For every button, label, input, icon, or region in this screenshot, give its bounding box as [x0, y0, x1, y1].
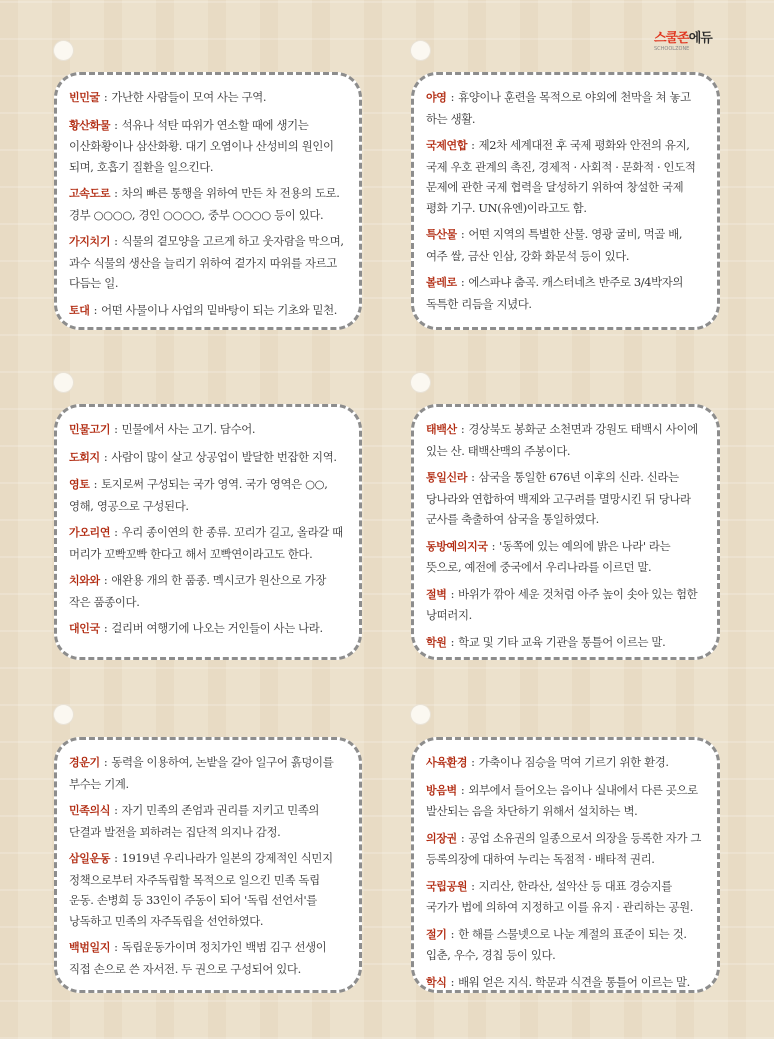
- vocab-term: 경운기: [69, 756, 100, 769]
- vocab-term: 통일신라: [426, 471, 468, 484]
- separator-colon: :: [471, 470, 475, 484]
- vocab-definition: 차의 빠른 통행을 위하여 만든 차 전용의 도로. 경부 ○○○○, 경인 ○○○○, 중부 ○○○○ 등이 있다.: [69, 186, 340, 222]
- binder-hole: [53, 40, 74, 61]
- vocab-term: 가오리연: [69, 526, 111, 539]
- separator-colon: :: [93, 477, 98, 491]
- vocab-definition: 걸리버 여행기에 나오는 거인들이 사는 나라.: [111, 621, 323, 635]
- separator-colon: :: [103, 755, 108, 769]
- vocab-term: 의장권: [426, 831, 457, 845]
- vocab-term: 영토: [69, 478, 90, 491]
- binder-hole: [53, 704, 74, 725]
- vocab-definition: 애완용 개의 한 품종. 멕시코가 원산으로 가장 작은 품종이다.: [69, 573, 326, 609]
- vocab-definition: 토지로써 구성되는 국가 영역. 국가 영역은 ○○, 영해, 영공으로 구성된다.: [69, 477, 328, 513]
- vocab-entry: [426, 584, 705, 626]
- vocab-term: 학식: [426, 975, 447, 989]
- vocab-definition: 가난한 사람들이 모여 사는 구역.: [111, 90, 267, 104]
- vocab-definition: 어떤 지역의 특별한 산물. 영광 굴비, 먹골 배, 여주 쌀, 금산 인삼, 강화 화문석 등이 있다.: [426, 227, 683, 263]
- vocab-entry: [426, 419, 705, 461]
- binder-hole: [53, 372, 74, 393]
- separator-colon: :: [450, 634, 455, 649]
- vocab-entry: [69, 522, 347, 564]
- vocab-term: 동방예의지국: [426, 539, 488, 553]
- vocab-definition: 동력을 이용하여, 논밭을 갈아 일구어 흙덩이를 부수는 기계.: [69, 755, 334, 791]
- vocab-term: 고속도로: [69, 187, 111, 200]
- vocab-term: 민족의식: [69, 804, 111, 817]
- vocab-definition: 가축이나 짐승을 먹여 기르기 위한 환경.: [478, 755, 669, 769]
- vocab-entry: [69, 447, 347, 469]
- vocab-entry: [69, 752, 347, 794]
- vocab-definition: 우리 종이연의 한 종류. 꼬리가 길고, 올라갈 때 머리가 꼬빡꼬빡 한다고 해서 꼬빡연이라고도 한다.: [69, 525, 343, 561]
- separator-colon: :: [103, 90, 108, 104]
- vocab-term: 국제연합: [426, 139, 468, 152]
- vocab-entry: [69, 800, 347, 842]
- vocab-term: 특산물: [426, 228, 457, 241]
- separator-colon: :: [460, 227, 465, 241]
- vocab-definition: 사람이 많이 살고 상공업이 발달한 번잡한 지역.: [111, 449, 337, 464]
- vocab-definition: 자기 민족의 존엄과 권리를 지키고 민족의 단결과 발전을 꾀하려는 집단적 의지나 감정.: [69, 803, 320, 839]
- separator-colon: :: [103, 449, 108, 464]
- separator-colon: :: [93, 302, 98, 317]
- vocab-term: 도회지: [69, 450, 100, 464]
- vocab-entry: [69, 115, 347, 178]
- vocab-entry: [69, 570, 347, 612]
- vocab-definition: 에스파냐 춤곡. 캐스터네츠 반주로 3/4박자의 독특한 리듬을 지녔다.: [426, 275, 684, 311]
- separator-colon: :: [114, 803, 118, 817]
- logo-text-2: 에듀: [688, 31, 712, 46]
- vocab-entry: [426, 780, 705, 822]
- separator-colon: :: [491, 538, 496, 553]
- vocab-card: [411, 72, 720, 330]
- separator-colon: :: [460, 275, 465, 289]
- vocab-card: [411, 404, 720, 660]
- separator-colon: :: [114, 234, 118, 248]
- vocab-definition: 지리산, 한라산, 설악산 등 대표 경승지를 국가가 법에 의하여 지정하고 이를 유지 · 관리하는 공원.: [426, 878, 694, 914]
- vocab-definition: 민물에서 사는 고기. 담수어.: [121, 422, 256, 436]
- vocab-card: [411, 737, 720, 993]
- vocab-term: 절기: [426, 927, 447, 941]
- vocab-term: 토대: [69, 303, 90, 317]
- separator-colon: :: [450, 90, 455, 104]
- vocab-definition: 1919년 우리나라가 일본의 강제적인 식민지 정책으로부터 자주독립할 목적으로 일으킨 민족 독립 운동. 손병희 등 33인이 주동이 되어 '독립 선언서'를 낭독하고 민족의 자주독립을 선언하였다.: [69, 851, 333, 928]
- vocab-term: 삼일운동: [69, 852, 111, 865]
- vocab-entry: [426, 467, 705, 530]
- vocab-card: [54, 404, 362, 660]
- vocab-term: 방음벽: [426, 783, 457, 797]
- vocab-entry: [69, 618, 347, 640]
- vocab-definition: 휴양이나 훈련을 목적으로 야외에 천막을 쳐 놓고 하는 생활.: [426, 90, 691, 126]
- vocab-term: 볼레로: [426, 276, 457, 289]
- separator-colon: :: [114, 851, 118, 865]
- separator-colon: :: [471, 138, 475, 152]
- separator-colon: :: [460, 422, 465, 436]
- vocab-definition: 학교 및 기타 교육 기관을 통틀어 이르는 말.: [458, 634, 666, 649]
- binder-hole: [410, 704, 431, 725]
- separator-colon: :: [114, 422, 118, 436]
- vocab-term: 황산화물: [69, 118, 111, 132]
- binder-hole: [410, 40, 431, 61]
- vocab-entry: [69, 231, 347, 294]
- separator-colon: :: [450, 926, 455, 941]
- vocab-entry: [426, 272, 705, 314]
- binder-hole: [410, 372, 431, 393]
- vocab-term: 빈민굴: [69, 91, 100, 104]
- logo-text-1: 스쿨존: [654, 31, 689, 46]
- separator-colon: :: [460, 782, 465, 797]
- separator-colon: :: [114, 186, 118, 200]
- vocab-definition: 바위가 깎아 세운 것처럼 아주 높이 솟아 있는 험한 낭떠러지.: [426, 586, 698, 622]
- separator-colon: :: [460, 830, 465, 845]
- separator-colon: :: [450, 586, 455, 601]
- vocab-definition: 외부에서 들어오는 음이나 실내에서 다른 곳으로 발산되는 음을 차단하기 위해서 설치하는 벽.: [426, 782, 698, 818]
- separator-colon: :: [450, 974, 455, 989]
- logo-subtext: SCHOOLZONE: [654, 46, 690, 52]
- vocab-definition: 한 해를 스물넷으로 나눈 계절의 표준이 되는 것. 입춘, 우수, 경칩 등이 있다.: [426, 926, 687, 962]
- vocab-card: [54, 737, 362, 993]
- vocab-card: [54, 72, 362, 330]
- vocab-definition: 독립운동가이며 정치가인 백범 김구 선생이 직접 손으로 쓴 자서전. 두 권으로 구성되어 있다.: [69, 940, 327, 976]
- vocab-term: 가지치기: [69, 235, 111, 248]
- separator-colon: :: [114, 117, 118, 132]
- vocab-entry: [69, 300, 347, 322]
- vocab-definition: '동쪽에 있는 예의에 밝은 나라' 라는 뜻으로, 예전에 중국에서 우리나라를 이르던 말.: [426, 538, 671, 574]
- vocab-term: 사육환경: [426, 756, 468, 769]
- vocab-entry: [69, 474, 347, 516]
- separator-colon: :: [114, 940, 118, 954]
- separator-colon: :: [114, 525, 118, 539]
- vocab-term: 민물고기: [69, 423, 111, 436]
- vocab-term: 태백산: [426, 423, 457, 436]
- vocab-entry: [426, 224, 705, 266]
- vocab-entry: [426, 828, 705, 870]
- vocab-definition: 제2차 세계대전 후 국제 평화와 안전의 유지, 국제 우호 관계의 촉진, 경제적 · 사회적 · 문화적 · 인도적 문제에 관한 국제 협력을 달성하기 위하여 창설한 국제 평화 기구. UN(유엔)이라고도 함.: [426, 138, 696, 215]
- vocab-entry: [69, 937, 347, 979]
- vocab-entry: [426, 536, 705, 578]
- vocab-entry: [69, 87, 347, 109]
- vocab-entry: [426, 972, 705, 994]
- vocab-term: 야영: [426, 91, 447, 104]
- vocab-entry: [426, 752, 705, 774]
- vocab-definition: 배워 얻은 지식. 학문과 식견을 통틀어 이르는 말.: [458, 974, 690, 989]
- vocab-entry: [426, 632, 705, 654]
- vocab-term: 백범일지: [69, 941, 111, 954]
- vocab-definition: 석유나 석탄 따위가 연소할 때에 생기는 이산화황이나 삼산화황. 대기 오염이나 산성비의 원인이 되며, 호흡기 질환을 일으킨다.: [69, 117, 334, 174]
- vocab-term: 국립공원: [426, 879, 468, 893]
- separator-colon: :: [471, 755, 475, 769]
- vocab-definition: 삼국을 통일한 676년 이후의 신라. 신라는 당나라와 연합하여 백제와 고구려를 멸망시킨 뒤 당나라 군사를 축출하여 삼국을 통일하였다.: [426, 470, 691, 526]
- vocab-term: 절벽: [426, 587, 447, 601]
- vocab-definition: 경상북도 봉화군 소천면과 강원도 태백시 사이에 있는 산. 태백산맥의 주봉이다.: [426, 422, 698, 458]
- vocab-term: 학원: [426, 635, 447, 649]
- vocab-entry: [69, 848, 347, 931]
- logo: [654, 32, 716, 58]
- vocab-entry: [426, 924, 705, 966]
- separator-colon: :: [103, 621, 108, 635]
- vocab-entry: [69, 183, 347, 225]
- vocab-entry: [426, 87, 705, 129]
- vocab-term: 대인국: [69, 622, 100, 635]
- vocab-term: 치와와: [69, 574, 100, 587]
- vocab-definition: 공업 소유권의 일종으로서 의장을 등록한 자가 그 등록의장에 대하여 누리는 독점적 · 배타적 권리.: [426, 830, 702, 866]
- vocab-entry: [426, 135, 705, 218]
- vocab-definition: 식물의 곁모양을 고르게 하고 웃자람을 막으며, 과수 식물의 생산을 늘리기 위하여 곁가지 따위를 자르고 다듬는 일.: [69, 234, 344, 290]
- separator-colon: :: [471, 878, 475, 893]
- vocab-entry: [426, 876, 705, 918]
- vocab-entry: [69, 419, 347, 441]
- vocab-definition: 어떤 사물이나 사업의 밑바탕이 되는 기초와 밑천.: [101, 302, 338, 317]
- separator-colon: :: [103, 573, 108, 587]
